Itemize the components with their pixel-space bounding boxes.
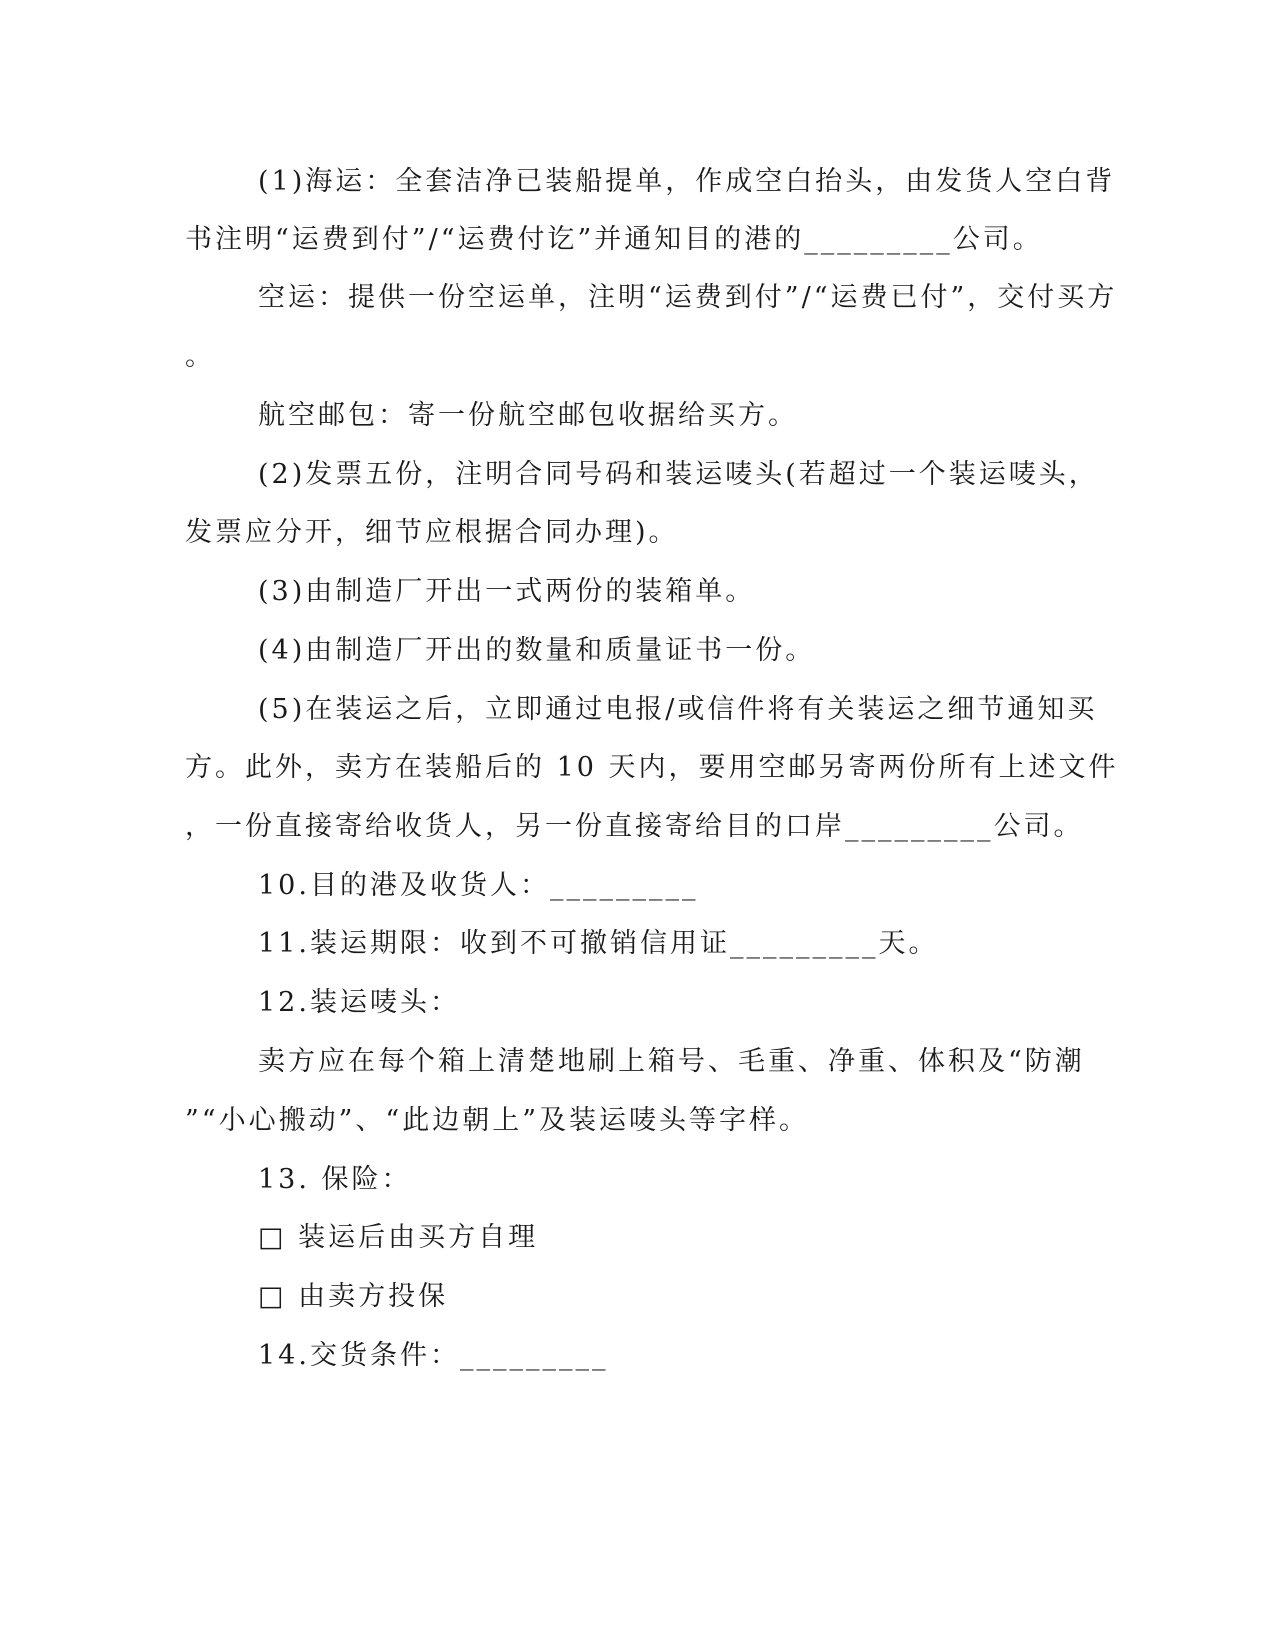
text-line-marking-requirements: 卖方应在每个箱上清楚地刷上箱号、毛重、净重、体积及“防潮 bbox=[258, 1046, 1085, 1077]
text-line-shipment-period: 11.装运期限：收到不可撤销信用证_________天。 bbox=[258, 928, 939, 959]
insurance-option-buyer: □ 装运后由买方自理 bbox=[258, 1222, 539, 1253]
text-line-destination-port: 10.目的港及收货人：_________ bbox=[258, 870, 699, 901]
text-line-shipment-notice: (5)在装运之后，立即通过电报/或信件将有关装运之细节通知买 bbox=[258, 694, 1098, 725]
text-line-sea-transport-cont: 书注明“运费到付”/“运费付讫”并通知目的港的_________公司。 bbox=[185, 224, 1043, 255]
text-line-shipment-notice-cont: 方。此外，卖方在装船后的 10 天内，要用空邮另寄两份所有上述文件 bbox=[185, 752, 1119, 783]
text-line-insurance: 13. 保险： bbox=[258, 1164, 412, 1195]
text-line-sea-transport: (1)海运：全套洁净已装船提单，作成空白抬头，由发货人空白背 bbox=[258, 166, 1116, 197]
text-line-air-transport: 空运：提供一份空运单，注明“运费到付”/“运费已付”，交付买方 bbox=[258, 282, 1118, 313]
text-line-air-transport-cont: 。 bbox=[185, 341, 215, 372]
text-line-packing-list: (3)由制造厂开出一式两份的装箱单。 bbox=[258, 576, 756, 607]
text-line-shipment-notice-cont2: ，一份直接寄给收货人，另一份直接寄给目的口岸_________公司。 bbox=[185, 811, 1084, 842]
text-line-marking-requirements-cont: ”“小心搬动”、“此边朝上”及装运唛头等字样。 bbox=[185, 1105, 810, 1136]
text-line-invoice: (2)发票五份，注明合同号码和装运唛头(若超过一个装运唛头， bbox=[258, 459, 1099, 490]
text-line-delivery-terms: 14.交货条件：_________ bbox=[258, 1340, 609, 1371]
text-line-invoice-cont: 发票应分开，细节应根据合同办理)。 bbox=[185, 517, 679, 548]
text-line-air-parcel: 航空邮包：寄一份航空邮包收据给买方。 bbox=[258, 400, 798, 431]
text-line-shipping-marks: 12.装运唛头： bbox=[258, 987, 460, 1018]
insurance-option-seller: □ 由卖方投保 bbox=[258, 1281, 449, 1312]
text-line-quality-certificate: (4)由制造厂开出的数量和质量证书一份。 bbox=[258, 635, 816, 666]
